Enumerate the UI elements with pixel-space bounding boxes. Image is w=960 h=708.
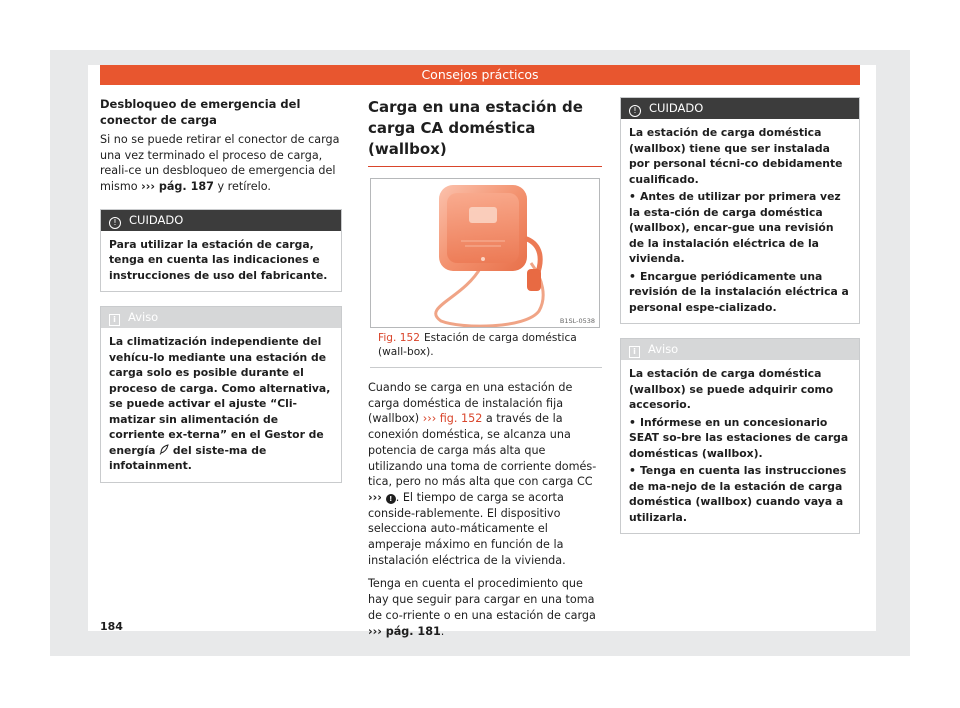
caution-bullet-2 bbox=[629, 269, 851, 316]
figure-code: B1SL-0538 bbox=[559, 317, 595, 325]
bullet-icon: • bbox=[629, 190, 636, 203]
paragraph-text: Tenga en cuenta el procedimiento que hay que seguir para cargar en una toma de co-rriente o en una estación de carga bbox=[368, 577, 596, 622]
bullet-icon: • bbox=[629, 415, 636, 429]
paragraph-text: a través de la conexión doméstica, se alcanza una potencia de carga más alta que utilizando una toma de corriente domés-tica, pero no más alta que con carga CC bbox=[368, 412, 597, 489]
figure-reference-link[interactable]: ››› fig. 152 bbox=[422, 412, 483, 426]
paragraph-text-end: . bbox=[440, 624, 445, 638]
bullet-text: Antes de utilizar por primera vez la esta-ción de carga doméstica (wallbox), encar-gue una revisión de la instalación eléctrica de la vivienda. bbox=[629, 190, 841, 265]
paragraph-text: Si no se puede retirar el conector de carga una vez terminado el proceso de carga, reali-ce un desbloqueo de emergencia del mismo bbox=[100, 133, 340, 194]
caution-body bbox=[621, 119, 859, 323]
bullet-icon: • bbox=[629, 269, 636, 283]
note-header bbox=[621, 339, 859, 360]
paragraph-text: Cuando se carga en una estación de carga doméstica de instalación fija (wallbox) bbox=[368, 381, 573, 426]
caution-bullet-1 bbox=[629, 189, 851, 267]
energy-manager-icon bbox=[159, 444, 169, 455]
caution-box bbox=[100, 209, 342, 293]
wallbox-paragraph-2 bbox=[368, 576, 602, 639]
caution-header bbox=[621, 98, 859, 119]
emergency-unlock-paragraph bbox=[100, 132, 342, 195]
bullet-text: Encargue periódicamente una revisión de la instalación eléctrica a personal espe-cializado. bbox=[629, 269, 849, 314]
note-text-start: La climatización independiente del vehícu-lo mediante una estación de carga solo es posible durante el proceso de carga. Como alternativa, se puede activar el ajuste “Cli-matizar sin alimentación de corriente ex-terna” en el Gestor de energía bbox=[109, 335, 331, 457]
section-title-emergency-unlock: Desbloqueo de emergencia del conector de carga bbox=[100, 97, 301, 127]
caution-box-wallbox bbox=[620, 97, 860, 324]
warning-reference-icon: ! bbox=[386, 494, 396, 504]
page-number: 184 bbox=[100, 620, 123, 633]
page-header: Consejos prácticos bbox=[100, 65, 860, 85]
middle-column bbox=[368, 97, 602, 639]
bullet-text: Tenga en cuenta las instrucciones de ma-nejo de la estación de carga doméstica (wallbox) cuando vaya a utilizarla. bbox=[629, 464, 847, 524]
note-body bbox=[621, 360, 859, 533]
paragraph-text: . El tiempo de carga se acorta conside-rablemente. El dispositivo selecciona auto-máticamente el amperaje máximo en función de la instalación eléctrica de la vivienda. bbox=[368, 490, 566, 567]
paragraph-text-end: y retírelo. bbox=[213, 180, 271, 194]
note-paragraph: La estación de carga doméstica (wallbox) se puede adquirir como accesorio. bbox=[629, 367, 834, 411]
caution-title: CUIDADO bbox=[129, 212, 184, 227]
figure-caption-text: Estación de carga doméstica (wall-box). bbox=[378, 332, 577, 358]
wallbox-figure bbox=[370, 178, 600, 328]
wallbox-paragraph-1 bbox=[368, 380, 602, 568]
caution-paragraph: La estación de carga doméstica (wallbox) tiene que ser instalada por personal técni-co debidamente cualificado. bbox=[629, 126, 843, 186]
left-column bbox=[100, 97, 342, 483]
note-bullet-1 bbox=[629, 415, 851, 462]
caution-icon: ! bbox=[109, 217, 121, 229]
note-box bbox=[100, 306, 342, 483]
note-title: Aviso bbox=[648, 342, 679, 356]
figure-label: Fig. 152 bbox=[378, 332, 420, 344]
bullet-icon: • bbox=[629, 464, 636, 477]
caution-icon: ! bbox=[629, 105, 641, 117]
caption-divider bbox=[370, 367, 602, 368]
wallbox-illustration bbox=[371, 179, 600, 328]
bullet-text: Infórmese en un concesionario SEAT so-bre las estaciones de carga domésticas (wallbox). bbox=[629, 415, 849, 460]
note-text bbox=[101, 328, 341, 482]
caution-text: Para utilizar la estación de carga, tenga en cuenta las indicaciones e instrucciones de uso del fabricante. bbox=[109, 237, 328, 282]
page-reference-link[interactable]: ››› pág. 187 bbox=[141, 180, 214, 194]
figure-caption bbox=[368, 332, 602, 359]
note-text-end: del siste-ma de infotainment. bbox=[109, 443, 267, 473]
caution-title: CUIDADO bbox=[649, 101, 704, 115]
page-reference-link[interactable]: ››› pág. 181 bbox=[368, 624, 441, 638]
note-bullet-2 bbox=[629, 463, 851, 525]
note-title: Aviso bbox=[128, 310, 159, 325]
note-box-wallbox bbox=[620, 338, 860, 534]
info-icon: i bbox=[629, 346, 640, 358]
note-header bbox=[101, 307, 341, 328]
warning-reference-link[interactable] bbox=[368, 491, 396, 504]
info-icon: i bbox=[109, 314, 120, 326]
right-column bbox=[620, 97, 860, 534]
caution-header bbox=[101, 210, 341, 231]
section-title-wallbox: Carga en una estación de carga CA doméstica (wallbox) bbox=[368, 97, 602, 167]
reference-arrows: ››› bbox=[368, 490, 382, 504]
